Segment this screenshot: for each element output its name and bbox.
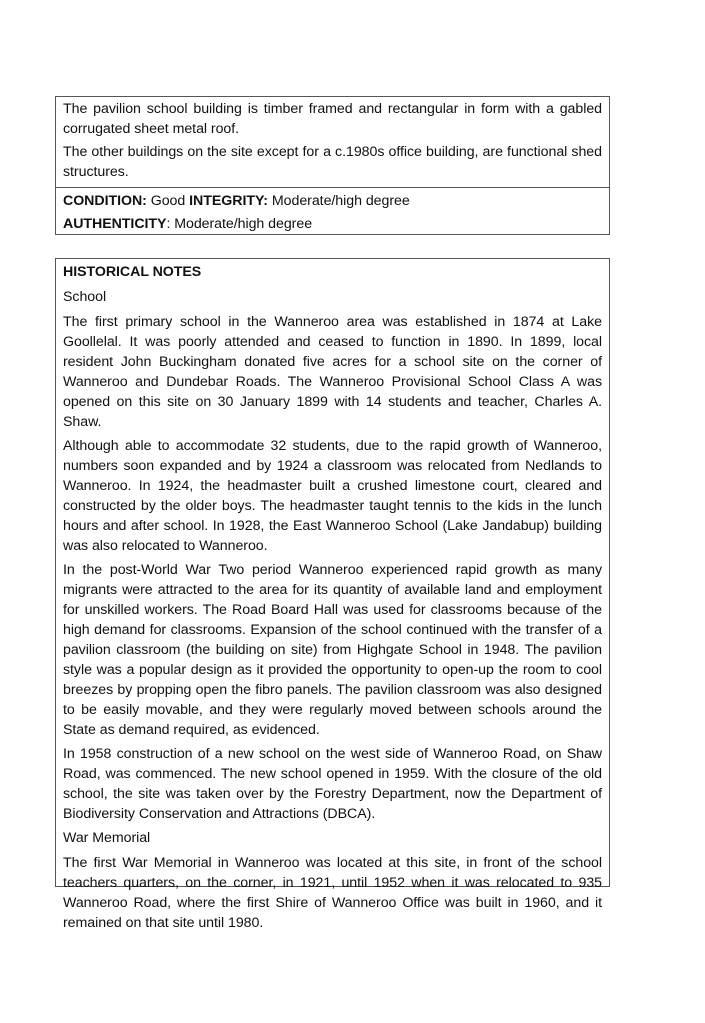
description-cell — [56, 97, 609, 187]
school-paragraph: In 1958 construction of a new school on the west side of Wanneroo Road, on Shaw Road, was commenced. The new school opened in 1959. With the closure of the old school, the site was taken over by the Forestry Department, now the Department of Biodiversity Conservation and Attractions (DBCA). — [63, 746, 602, 822]
section-subheading-war-memorial: War Memorial — [63, 830, 151, 846]
condition-label: CONDITION: — [63, 193, 147, 209]
condition-value: Good — [146, 193, 190, 209]
historical-notes-cell — [56, 259, 609, 933]
description-table — [55, 96, 610, 235]
description-paragraph: The pavilion school building is timber framed and rectangular in form with a gabled corrugated sheet metal roof. — [63, 101, 602, 137]
historical-notes-table — [55, 258, 610, 931]
authenticity-value: : Moderate/high degree — [166, 216, 313, 232]
integrity-label: INTEGRITY: — [189, 193, 268, 209]
description-paragraph: The other buildings on the site except for a c.1980s office building, are functional shed structures. — [63, 144, 602, 180]
school-paragraph: The first primary school in the Wanneroo area was established in 1874 at Lake Goollelal. It was poorly attended and ceased to function in 1890. In 1899, local resident John Buckingham donated five acres for a school site on the corner of Wanneroo and Dundebar Roads. The Wanneroo Provisional School Class A was opened on this site on 30 January 1899 with 14 students and teacher, Charles A. Shaw. — [63, 314, 602, 430]
assessment-cell — [56, 187, 609, 234]
school-paragraph: In the post-World War Two period Wanneroo experienced rapid growth as many migrants were attracted to the area for its quantity of available land and employment for unskilled workers. The Road Board Hall was used for classrooms because of the high demand for classrooms. Expansion of the school continued with the transfer of a pavilion classroom (the building on site) from Highgate School in 1948. The pavilion style was a popular design as it provided the opportunity to open-up the room to cool breezes by propping open the fibro panels. The pavilion classroom was also designed to be easily movable, and they were regularly moved between schools around the State as demand required, as evidenced. — [63, 562, 602, 738]
authenticity-line — [63, 214, 602, 234]
school-paragraph: Although able to accommodate 32 students, due to the rapid growth of Wanneroo, numbers soon expanded and by 1924 a classroom was relocated from Nedlands to Wanneroo. In 1924, the headmaster built a crushed limestone court, cleared and constructed by the older boys. The headmaster taught tennis to the kids in the lunch hours and after school. In 1928, the East Wanneroo School (Lake Jandabup) building was also relocated to Wanneroo. — [63, 438, 602, 554]
authenticity-label: AUTHENTICITY — [63, 216, 167, 232]
historical-notes-title: HISTORICAL NOTES — [63, 264, 202, 280]
war-memorial-paragraph: The first War Memorial in Wanneroo was located at this site, in front of the school teachers quarters, on the corner, in 1921, until 1952 when it was relocated to 935 Wanneroo Road, where the first Shire of Wanneroo Office was built in 1960, and it remained on that site until 1980. — [63, 855, 602, 931]
section-subheading-school: School — [63, 289, 107, 305]
integrity-value: Moderate/high degree — [267, 193, 410, 209]
condition-integrity-line — [63, 191, 602, 211]
